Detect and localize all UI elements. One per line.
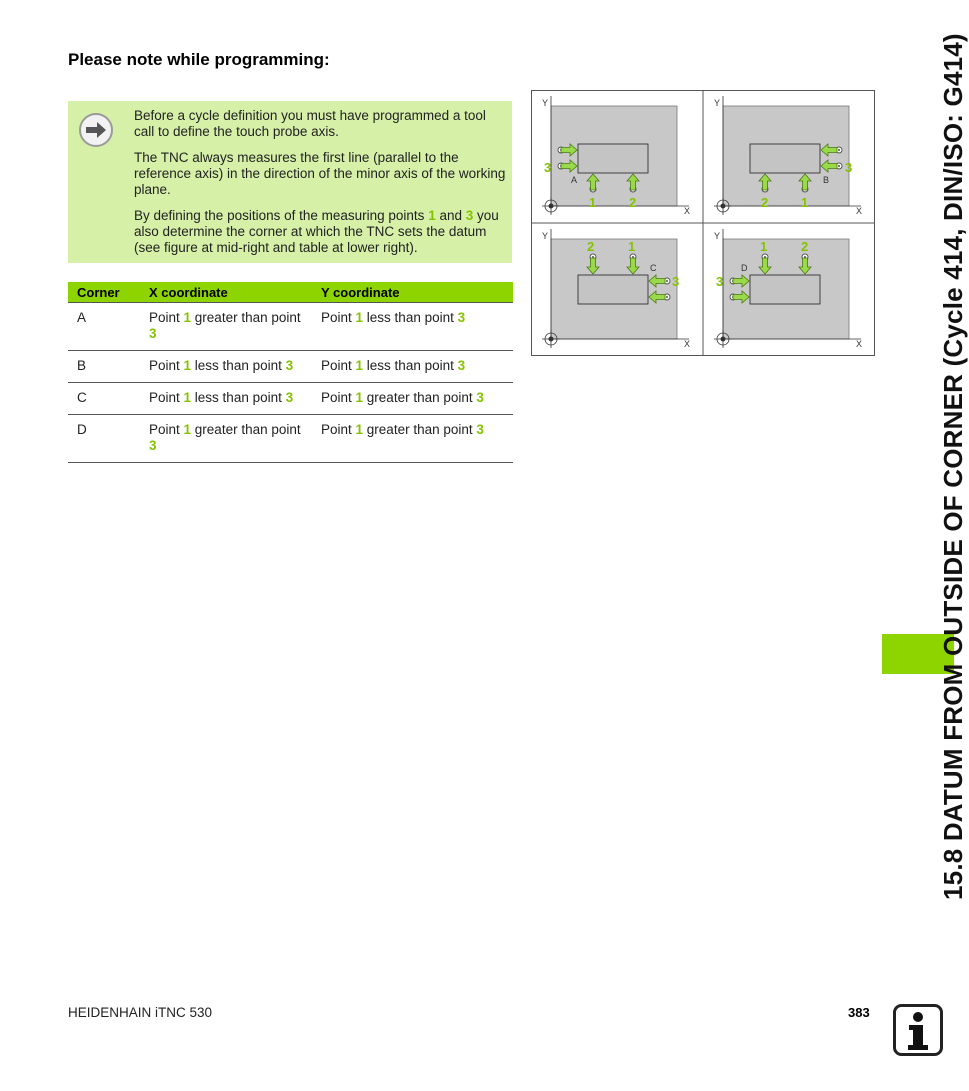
diagram-panel (542, 229, 690, 349)
probe-point-center (666, 280, 668, 282)
diagram-panel (714, 229, 862, 349)
table-row (68, 415, 513, 463)
corner-label: C (650, 263, 657, 273)
point-number-label: 3 (672, 274, 680, 289)
point-number-label: 2 (587, 239, 595, 254)
header-corner: Corner (68, 282, 140, 303)
cell-x: Point 1 greater than point 3 (140, 303, 312, 351)
diagram-panel (542, 96, 690, 216)
probe-point-center (666, 296, 668, 298)
y-axis-label: Y (542, 231, 549, 241)
header-x-coordinate: X coordinate (140, 282, 312, 303)
cell-x: Point 1 less than point 3 (140, 383, 312, 415)
cell-corner: A (68, 303, 140, 351)
point-number-label: 1 (589, 195, 597, 210)
cell-y: Point 1 less than point 3 (312, 303, 513, 351)
point-number-label: 1 (628, 239, 636, 254)
page-number: 383 (848, 1005, 870, 1020)
note-paragraph-2: The TNC always measures the first line (parallel to the reference axis) in the direction of the minor axis of the working plane. (134, 150, 506, 197)
point-number-label: 2 (801, 239, 809, 254)
probe-point-center (838, 165, 840, 167)
diagram-panel (714, 96, 862, 216)
section-heading: Please note while programming: (68, 50, 330, 69)
workpiece (578, 275, 648, 304)
y-axis-label: Y (714, 98, 721, 108)
point-number-label: 3 (845, 160, 853, 175)
point-number-label: 1 (760, 239, 768, 254)
cell-y: Point 1 greater than point 3 (312, 383, 513, 415)
cell-corner: B (68, 351, 140, 383)
workpiece (750, 144, 820, 173)
table-header-row (68, 282, 513, 303)
y-axis-label: Y (714, 231, 721, 241)
sidebar-chapter-title: 15.8 DATUM FROM OUTSIDE OF CORNER (Cycle 414, DIN/ISO: G414) (938, 33, 968, 900)
note-paragraph-1: Before a cycle definition you must have programmed a tool call to define the touch probe axis. (134, 108, 486, 139)
header-y-coordinate: Y coordinate (312, 282, 513, 303)
point-number-label: 3 (544, 160, 552, 175)
point-number-label: 2 (629, 195, 637, 210)
info-icon (893, 1004, 943, 1056)
corner-label: B (823, 175, 830, 185)
table-row (68, 383, 513, 415)
corner-diagram (531, 90, 875, 357)
note-text (134, 108, 506, 266)
cell-x: Point 1 less than point 3 (140, 351, 312, 383)
corner-table (68, 282, 513, 463)
point-number-label: 3 (716, 274, 724, 289)
corner-label: A (571, 175, 578, 185)
cell-corner: C (68, 383, 140, 415)
y-axis-label: Y (542, 98, 549, 108)
cell-x: Point 1 greater than point 3 (140, 415, 312, 463)
point-number-label: 1 (801, 195, 809, 210)
cell-corner: D (68, 415, 140, 463)
workpiece (750, 275, 820, 304)
arrow-right-icon (79, 113, 113, 147)
table-row (68, 351, 513, 383)
x-axis-label: X (684, 339, 691, 349)
note-box (68, 101, 512, 263)
x-axis-label: X (684, 206, 691, 216)
note-paragraph-3: By defining the positions of the measuring points 1 and 3 you also determine the corner at which the TNC sets the datum (see figure at mid-right and table at lower right). (134, 208, 499, 255)
cell-y: Point 1 less than point 3 (312, 351, 513, 383)
cell-y: Point 1 greater than point 3 (312, 415, 513, 463)
corner-label: D (741, 263, 748, 273)
footer-product: HEIDENHAIN iTNC 530 (68, 1005, 213, 1020)
table-row (68, 303, 513, 351)
workpiece (578, 144, 648, 173)
point-number-label: 2 (761, 195, 769, 210)
x-axis-label: X (856, 206, 863, 216)
x-axis-label: X (856, 339, 863, 349)
probe-point-center (838, 149, 840, 151)
